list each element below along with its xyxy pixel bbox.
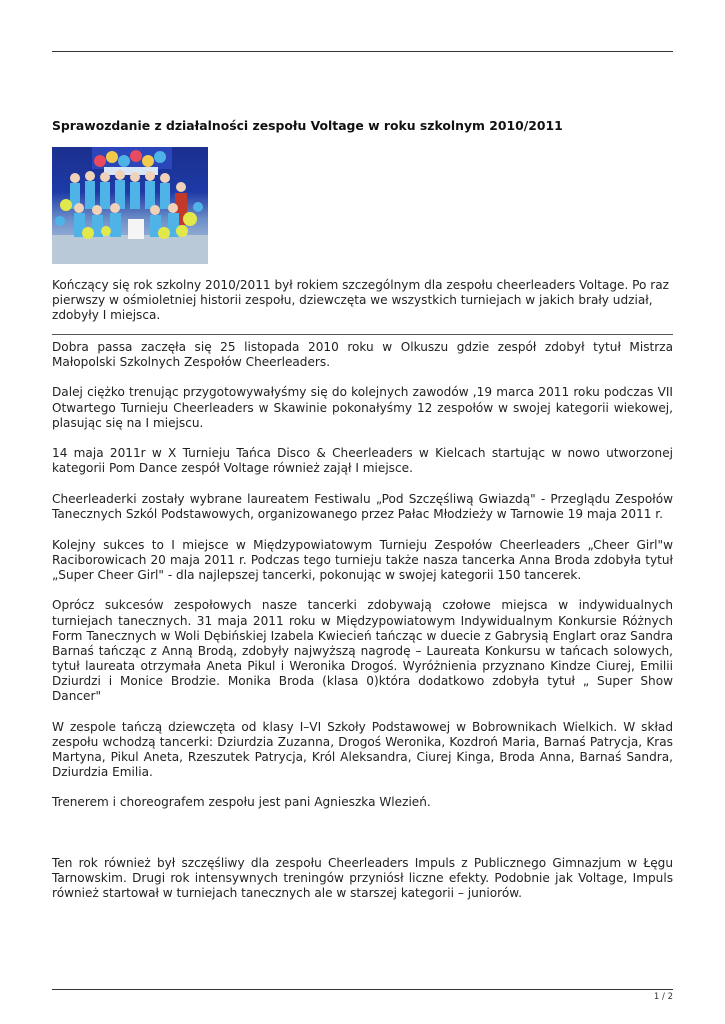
paragraph: Trenerem i choreografem zespołu jest pani Agnieszka Wlezień.	[52, 795, 431, 810]
header-rule	[52, 51, 673, 52]
paragraph: Kolejny sukces to I miejsce w Międzypowiatowym Turnieju Zespołów Cheerleaders „Cheer Girl"w Raciborowicach 20 maja 2011 r. Podczas tego turnieju także nasza tancerka Anna Broda zdobyła tytuł „Super Cheer Girl" - dla najlepszej tancerki, pokonując w swojej kategorii 150 tancerek.	[52, 537, 673, 582]
paragraph: Dobra passa zaczęła się 25 listopada 2010 roku w Olkuszu gdzie zespół zdobył tytuł Mistrza Małopolski Szkolnych Zespołów Cheerleaders.	[52, 339, 673, 369]
footer-rule	[52, 989, 673, 990]
section-rule	[52, 334, 673, 335]
paragraph-intro: Kończący się rok szkolny 2010/2011 był rokiem szczególnym dla zespołu cheerleaders Voltage. Po raz pierwszy w ośmioletniej historii zespołu, dziewczęta we wszystkich turniejach w jakich brały udział, zdobyły I miejsca.	[52, 278, 669, 323]
team-photo-icon	[52, 147, 208, 264]
paragraph: W zespole tańczą dziewczęta od klasy I–VI Szkoły Podstawowej w Bobrownikach Wielkich. W skład zespołu wchodzą tancerki: Dziurdzia Zuzanna, Drogoś Weronika, Kozdroń Maria, Barnaś Patrycja, Kras Martyna, Pikul Aneta, Rzeszutek Patrycja, Król Aleksandra, Ciurej Kinga, Broda Anna, Barnaś Sandra, Dziurdzia Emilia.	[52, 719, 673, 779]
page-number: 1 / 2	[653, 992, 673, 1002]
paragraph: Ten rok również był szczęśliwy dla zespołu Cheerleaders Impuls z Publicznego Gimnazjum w Łęgu Tarnowskim. Drugi rok intensywnych treningów przyniósł liczne efekty. Podobnie jak Voltage, Impuls również startował w turniejach tanecznych ale w starszej kategorii – juniorów.	[52, 856, 673, 901]
paragraph: 14 maja 2011r w X Turnieju Tańca Disco & Cheerleaders w Kielcach startując w nowo utworzonej kategorii Pom Dance zespół Voltage również zajął I miejsce.	[52, 446, 673, 476]
paragraph: Dalej ciężko trenując przygotowywałyśmy się do kolejnych zawodów ,19 marca 2011 roku podczas VII Otwartego Turnieju Cheerleaders w Skawinie pokonałyśmy 12 zespołów w swojej kategorii wiekowej, plasując się na I miejscu.	[52, 385, 673, 430]
team-photo	[52, 147, 208, 264]
paragraph: Oprócz sukcesów zespołowych nasze tancerki zdobywają czołowe miejsca w indywidualnych turniejach tanecznych. 31 maja 2011 roku w Międzypowiatowym Indywidualnym Konkursie Różnych Form Tanecznych w Woli Dębińskiej Izabela Kwiecień tańcząc w duecie z Gabrysią Englart oraz Sandra Barnaś tańcząc z Anną Brodą, zdobyły najwyższą nagrodę – Laureata Konkursu w tańcach solowych, tytuł laureata otrzymała Aneta Pikul i Weronika Drogoś. Wyróżnienia przyznano Kindze Ciurej, Emilii Dziurdzi i Monice Brodzie. Monika Broda (klasa 0)która dodatkowo zdobyła tytuł „ Super Show Dancer"	[52, 598, 673, 703]
paragraph: Cheerleaderki zostały wybrane laureatem Festiwalu „Pod Szczęśliwą Gwiazdą" - Przeglądu Zespołów Tanecznych Szkól Podstawowych, organizowanego przez Pałac Młodzieży w Tarnowie 19 maja 2011 r.	[52, 491, 673, 522]
blank-space	[52, 826, 673, 856]
document-body	[52, 278, 673, 917]
document-title: Sprawozdanie z działalności zespołu Voltage w roku szkolnym 2010/2011	[52, 118, 563, 133]
